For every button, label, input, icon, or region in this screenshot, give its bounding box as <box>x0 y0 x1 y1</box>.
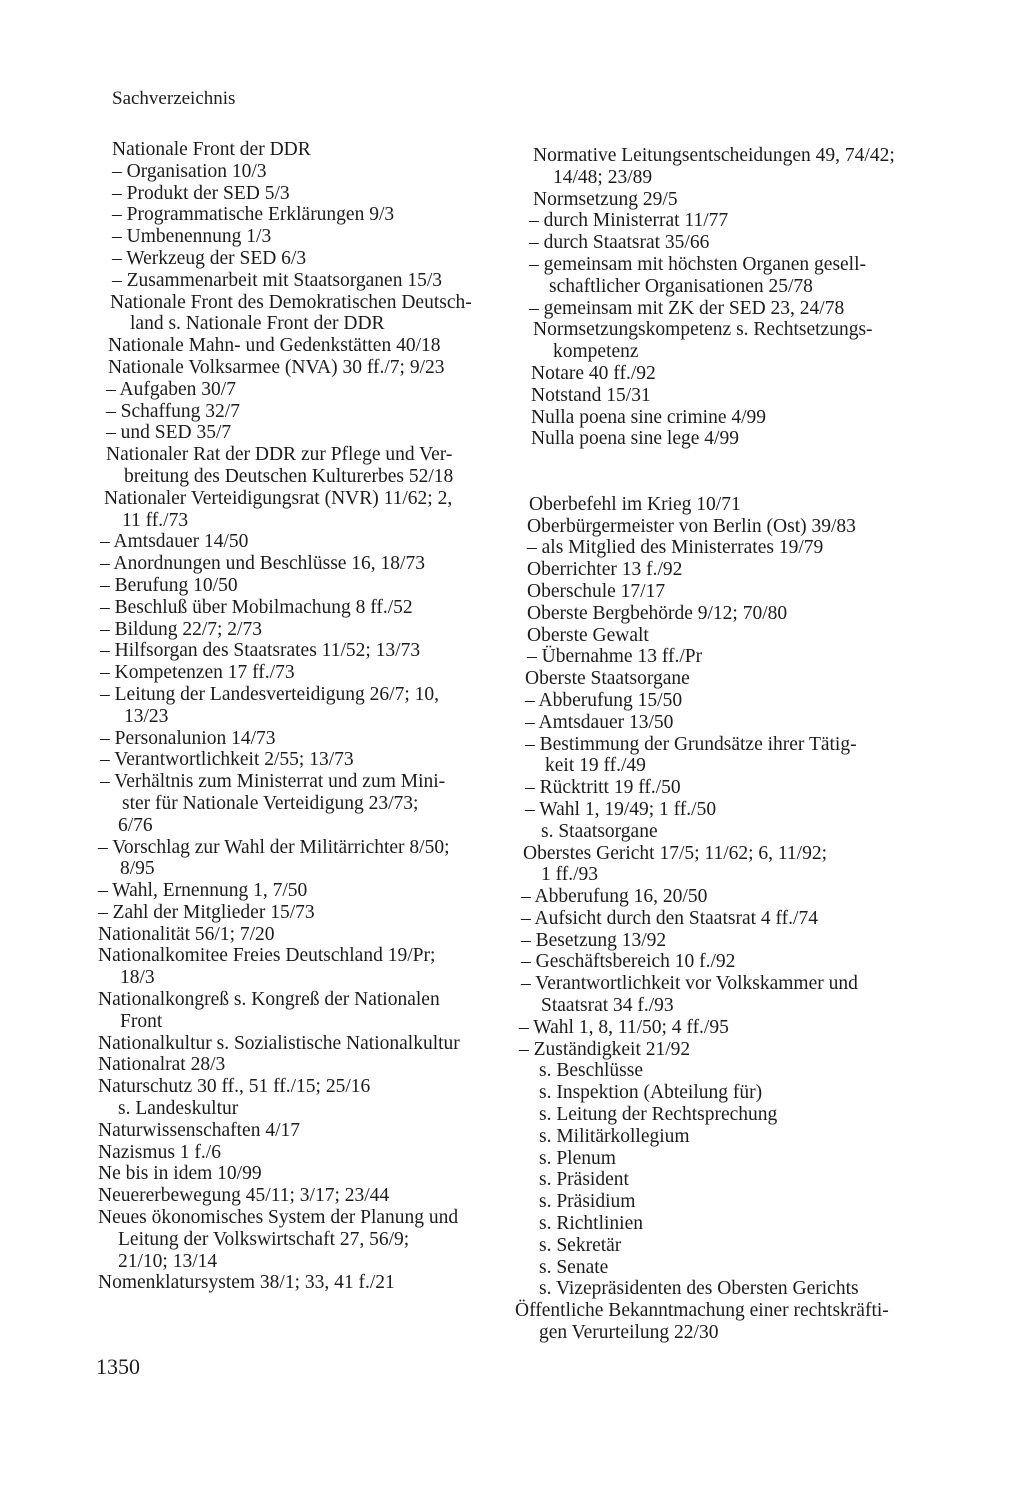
index-line: s. Landeskultur <box>118 1098 239 1120</box>
index-line: – Aufgaben 30/7 <box>106 378 236 400</box>
index-line: 21/10; 13/14 <box>118 1250 218 1272</box>
index-line: Nationale Volksarmee (NVA) 30 ff./7; 9/23 <box>108 356 445 378</box>
index-line: s. Plenum <box>539 1147 616 1169</box>
index-line: – Wahl, Ernennung 1, 7/50 <box>98 880 308 902</box>
index-line: – Aufsicht durch den Staatsrat 4 ff./74 <box>521 907 818 929</box>
index-line: – Beschluß über Mobilmachung 8 ff./52 <box>100 596 413 618</box>
index-line: Normsetzung 29/5 <box>533 188 678 210</box>
index-line: – Schaffung 32/7 <box>106 400 240 422</box>
index-line: – Berufung 10/50 <box>100 574 238 596</box>
index-line: Notstand 15/31 <box>531 384 651 406</box>
index-line: Oberste Gewalt <box>527 624 649 646</box>
index-line: Nationalkongreß s. Kongreß der Nationalen <box>98 989 440 1011</box>
index-line: s. Staatsorgane <box>541 820 658 842</box>
index-line: – Kompetenzen 17 ff./73 <box>100 662 295 684</box>
section-gap <box>515 450 933 472</box>
index-line: – und SED 35/7 <box>106 422 232 444</box>
index-line: Nomenklatursystem 38/1; 33, 41 f./21 <box>98 1272 395 1294</box>
index-line: – Rücktritt 19 ff./50 <box>525 777 681 799</box>
index-line: Nulla poena sine lege 4/99 <box>531 428 739 450</box>
index-line: – Programmatische Erklärungen 9/3 <box>112 204 395 226</box>
index-line: Nationale Front der DDR <box>112 139 311 160</box>
index-line: s. Leitung der Rechtsprechung <box>539 1104 778 1126</box>
index-line: s. Richtlinien <box>539 1213 643 1235</box>
index-line: gen Verurteilung 22/30 <box>539 1322 719 1344</box>
index-line: – Umbenennung 1/3 <box>112 226 272 248</box>
index-line: Normsetzungskompetenz s. Rechtsetzungs- <box>533 319 873 341</box>
index-line: Nationalität 56/1; 7/20 <box>98 923 275 945</box>
index-line: Neuererbewegung 45/11; 3/17; 23/44 <box>98 1185 390 1207</box>
index-line: – Organisation 10/3 <box>112 160 267 182</box>
index-column-right <box>515 145 933 1344</box>
index-line: – Verhältnis zum Ministerrat und zum Mini- <box>100 771 446 793</box>
index-line: – als Mitglied des Ministerrates 19/79 <box>527 537 824 559</box>
index-line: Normative Leitungsentscheidungen 49, 74/42; <box>533 145 895 166</box>
index-line: Naturschutz 30 ff., 51 ff./15; 25/16 <box>98 1076 371 1098</box>
index-line: – Abberufung 15/50 <box>525 689 683 711</box>
index-line: s. Präsident <box>539 1169 629 1191</box>
index-line: Nazismus 1 f./6 <box>98 1141 221 1163</box>
index-line: 13/23 <box>124 705 169 727</box>
index-line: keit 19 ff./49 <box>545 755 646 777</box>
index-line: Staatsrat 34 f./93 <box>541 995 674 1017</box>
index-line: Nationale Front des Demokratischen Deutsch- <box>110 291 472 313</box>
index-line: – Wahl 1, 8, 11/50; 4 ff./95 <box>519 1016 729 1038</box>
index-line: s. Sekretär <box>539 1234 622 1256</box>
index-line: Nationale Mahn- und Gedenkstätten 40/18 <box>108 335 441 357</box>
index-line: – Abberufung 16, 20/50 <box>521 886 708 908</box>
index-line: Nulla poena sine crimine 4/99 <box>531 406 767 428</box>
index-line: – durch Ministerrat 11/77 <box>529 210 729 232</box>
index-line: – Vorschlag zur Wahl der Militärrichter 8/50; <box>98 836 450 858</box>
section-gap <box>515 472 933 494</box>
index-column-left <box>98 139 506 1294</box>
index-line: 8/95 <box>120 858 155 880</box>
index-line: 14/48; 23/89 <box>553 166 653 188</box>
index-line: Oberbefehl im Krieg 10/71 <box>529 493 741 515</box>
index-line: – Bildung 22/7; 2/73 <box>100 618 262 640</box>
index-line: – Zahl der Mitglieder 15/73 <box>98 901 315 923</box>
index-line: Oberste Bergbehörde 9/12; 70/80 <box>527 602 788 624</box>
index-line: land s. Nationale Front der DDR <box>130 313 385 335</box>
index-line: – Verantwortlichkeit vor Volkskammer und <box>521 973 858 995</box>
index-line: – Zuständigkeit 21/92 <box>519 1038 691 1060</box>
index-line: Ne bis in idem 10/99 <box>98 1163 262 1185</box>
index-line: Front <box>120 1010 163 1032</box>
index-line: Naturwissenschaften 4/17 <box>98 1119 300 1141</box>
index-line: 18/3 <box>120 967 155 989</box>
index-line: kompetenz <box>553 341 639 363</box>
index-line: s. Militärkollegium <box>539 1125 690 1147</box>
index-line: – Hilfsorgan des Staatsrates 11/52; 13/73 <box>100 640 421 662</box>
index-line: – Bestimmung der Grundsätze ihrer Tätig- <box>525 733 857 755</box>
index-line: Nationaler Rat der DDR zur Pflege und Ver- <box>106 444 453 466</box>
index-line: – gemeinsam mit höchsten Organen gesell- <box>529 253 867 275</box>
index-line: Öffentliche Bekanntmachung einer rechtskräfti- <box>515 1300 889 1322</box>
index-line: s. Inspektion (Abteilung für) <box>539 1082 763 1104</box>
index-line: – Zusammenarbeit mit Staatsorganen 15/3 <box>112 269 442 291</box>
index-line: – Wahl 1, 19/49; 1 ff./50 <box>525 798 717 820</box>
index-line: Nationalkultur s. Sozialistische Nationalkultur <box>98 1032 460 1054</box>
index-line: Nationaler Verteidigungsrat (NVR) 11/62; 2, <box>104 487 453 509</box>
index-line: Nationalkomitee Freies Deutschland 19/Pr; <box>98 945 436 967</box>
index-line: – Amtsdauer 14/50 <box>100 531 249 553</box>
index-line: Oberstes Gericht 17/5; 11/62; 6, 11/92; <box>523 842 828 864</box>
index-line: s. Beschlüsse <box>539 1060 643 1082</box>
index-line: – Besetzung 13/92 <box>521 929 667 951</box>
index-line: – Verantwortlichkeit 2/55; 13/73 <box>100 749 354 771</box>
index-line: breitung des Deutschen Kulturerbes 52/18 <box>124 465 454 487</box>
index-line: – Amtsdauer 13/50 <box>525 711 674 733</box>
index-line: – Werkzeug der SED 6/3 <box>112 247 307 269</box>
index-line: 1 ff./93 <box>541 864 599 886</box>
index-line: – Übernahme 13 ff./Pr <box>527 646 703 668</box>
index-line: Leitung der Volkswirtschaft 27, 56/9; <box>118 1228 410 1250</box>
index-line: – durch Staatsrat 35/66 <box>529 232 710 254</box>
index-line: – Leitung der Landesverteidigung 26/7; 10, <box>100 683 440 705</box>
index-line: Nationalrat 28/3 <box>98 1054 226 1076</box>
index-line: – gemeinsam mit ZK der SED 23, 24/78 <box>529 297 845 319</box>
index-line: 6/76 <box>118 814 153 836</box>
index-line: ster für Nationale Verteidigung 23/73; <box>122 792 419 814</box>
index-line: – Personalunion 14/73 <box>100 727 276 749</box>
index-line: 11 ff./73 <box>122 509 189 531</box>
index-line: s. Senate <box>539 1256 609 1278</box>
index-line: schaftlicher Organisationen 25/78 <box>549 275 813 297</box>
index-line: Oberschule 17/17 <box>527 580 666 602</box>
index-line: Notare 40 ff./92 <box>531 362 656 384</box>
index-line: Oberrichter 13 f./92 <box>527 559 683 581</box>
index-line: – Geschäftsbereich 10 f./92 <box>521 951 736 973</box>
index-line: s. Vizepräsidenten des Obersten Gerichts <box>539 1278 859 1300</box>
index-line: Neues ökonomisches System der Planung und <box>98 1207 459 1229</box>
index-line: Oberste Staatsorgane <box>525 668 690 690</box>
index-line: – Produkt der SED 5/3 <box>112 182 290 204</box>
index-line: s. Präsidium <box>539 1191 636 1213</box>
running-header: Sachverzeichnis <box>112 88 236 109</box>
page-number: 1350 <box>96 1354 140 1379</box>
index-line: – Anordnungen und Beschlüsse 16, 18/73 <box>100 553 425 575</box>
index-line: Oberbürgermeister von Berlin (Ost) 39/83 <box>527 515 856 537</box>
